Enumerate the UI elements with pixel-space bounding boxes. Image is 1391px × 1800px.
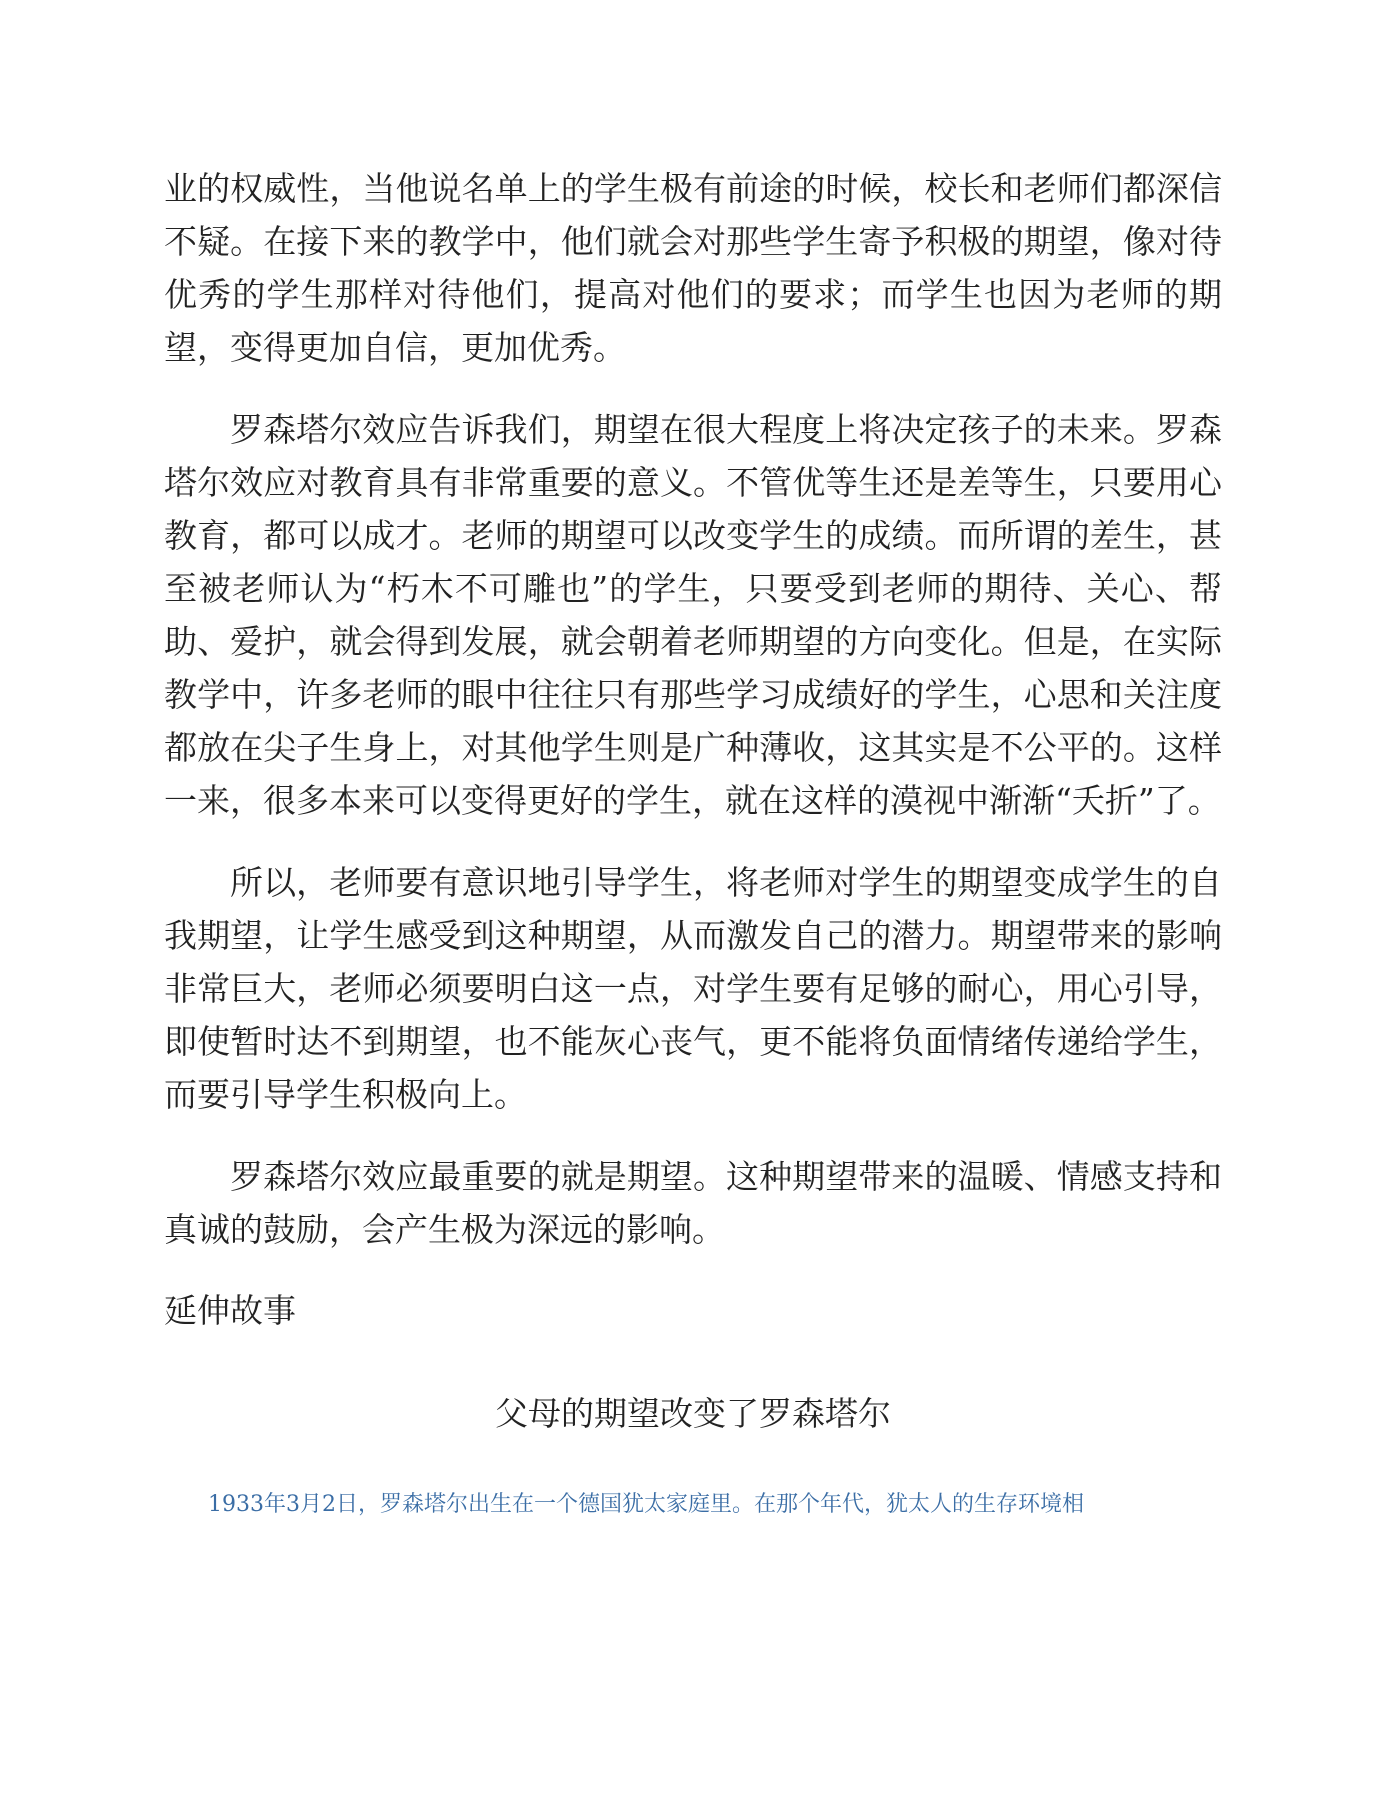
story-first-line: 1933年3月2日，罗森塔尔出生在一个德国犹太家庭里。在那个年代，犹太人的生存环境相 <box>208 1492 1084 1517</box>
paragraph-teacher-guidance: 所以，老师要有意识地引导学生，将老师对学生的期望变成学生的自我期望，让学生感受到这种期望，从而激发自己的潜力。期望带来的影响非常巨大，老师必须要明白这一点，对学生要有足够的耐心，用心引导，即使暂时达不到期望，也不能灰心丧气，更不能将负面情绪传递给学生，而要引导学生积极向上。 <box>164 863 1222 1114</box>
story-title: 父母的期望改变了罗森塔尔 <box>495 1394 891 1433</box>
paragraph-continued: 业的权威性，当他说名单上的学生极有前途的时候，校长和老师们都深信不疑。在接下来的教学中，他们就会对那些学生寄予积极的期望，像对待优秀的学生那样对待他们，提高对他们的要求；而学生也因为老师的期望，变得更加自信，更加优秀。 <box>164 169 1222 367</box>
paragraph-expectation-summary: 罗森塔尔效应最重要的就是期望。这种期望带来的温暖、情感支持和真诚的鼓励，会产生极为深远的影响。 <box>164 1157 1222 1249</box>
page-content <box>164 162 1222 1522</box>
paragraph-rosenthal-effect: 罗森塔尔效应告诉我们，期望在很大程度上将决定孩子的未来。罗森塔尔效应对教育具有非常重要的意义。不管优等生还是差等生，只要用心教育，都可以成才。老师的期望可以改变学生的成绩。而所谓的差生，甚至被老师认为“朽木不可雕也”的学生，只要受到老师的期待、关心、帮助、爱护，就会得到发展，就会朝着老师期望的方向变化。但是，在实际教学中，许多老师的眼中往往只有那些学习成绩好的学生，心思和关注度都放在尖子生身上，对其他学生则是广种薄收，这其实是不公平的。这样一来，很多本来可以变得更好的学生，就在这样的漠视中渐渐“夭折”了。 <box>164 410 1222 820</box>
section-label: 延伸故事 <box>164 1291 296 1330</box>
